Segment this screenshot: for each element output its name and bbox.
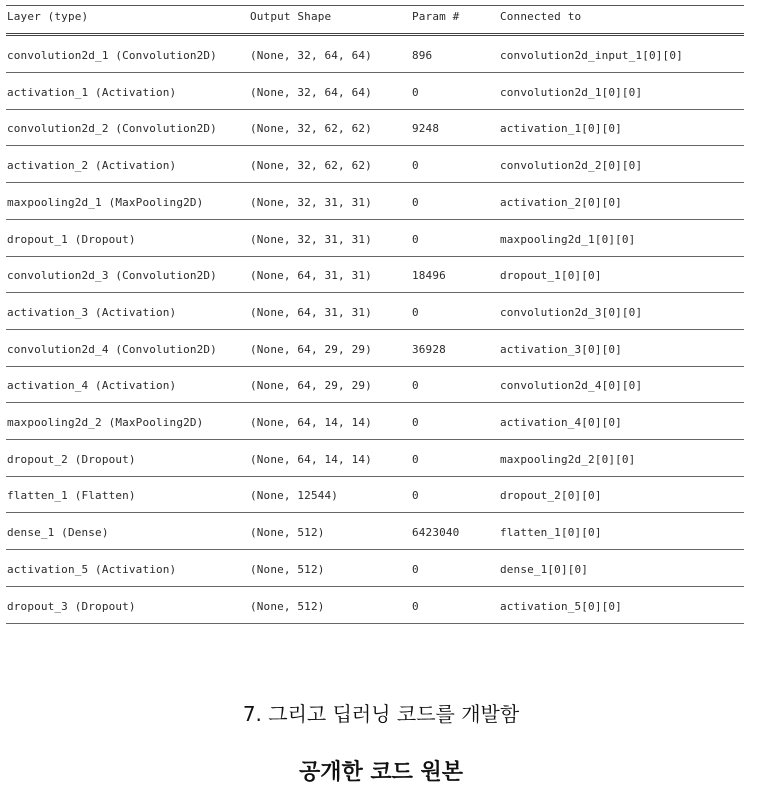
param-count-cell: 0 xyxy=(412,305,419,319)
header-layer-type: Layer (type) xyxy=(7,10,89,23)
output-shape-cell: (None, 12544) xyxy=(250,489,339,503)
layer-type-cell: maxpooling2d_1 (MaxPooling2D) xyxy=(7,195,204,209)
table-row xyxy=(6,331,744,367)
layer-type-cell: convolution2d_2 (Convolution2D) xyxy=(7,122,217,136)
output-shape-cell: (None, 32, 31, 31) xyxy=(250,232,372,246)
param-count-cell: 0 xyxy=(412,379,419,393)
param-count-cell: 0 xyxy=(412,232,419,246)
connected-to-cell: activation_4[0][0] xyxy=(500,416,622,429)
output-shape-cell: (None, 512) xyxy=(250,562,325,576)
output-shape-cell: (None, 64, 31, 31) xyxy=(250,305,372,319)
connected-to-cell: activation_2[0][0] xyxy=(500,195,622,209)
table-row xyxy=(6,147,744,183)
param-count-cell: 0 xyxy=(412,452,419,466)
connected-to-cell: maxpooling2d_1[0][0] xyxy=(500,232,636,246)
table-header xyxy=(6,10,744,28)
output-shape-cell: (None, 64, 14, 14) xyxy=(250,452,372,466)
layer-type-cell: activation_5 (Activation) xyxy=(7,562,177,576)
connected-to-cell: activation_3[0][0] xyxy=(500,342,622,356)
table-row xyxy=(6,441,744,477)
param-count-cell: 18496 xyxy=(412,269,446,283)
layer-type-cell: dense_1 (Dense) xyxy=(7,526,109,540)
layer-type-cell: convolution2d_4 (Convolution2D) xyxy=(7,342,217,356)
layer-type-cell: activation_1 (Activation) xyxy=(7,85,177,99)
connected-to-cell: maxpooling2d_2[0][0] xyxy=(500,452,636,466)
param-count-cell: 0 xyxy=(412,489,419,503)
connected-to-cell: convolution2d_3[0][0] xyxy=(500,305,643,319)
param-count-cell: 36928 xyxy=(412,342,446,356)
connected-to-cell: dense_1[0][0] xyxy=(500,562,589,576)
output-shape-cell: (None, 64, 31, 31) xyxy=(250,269,372,283)
connected-to-cell: convolution2d_1[0][0] xyxy=(500,85,643,99)
connected-to-cell: activation_5[0][0] xyxy=(500,599,622,613)
table-row xyxy=(6,588,744,624)
header-double-rule xyxy=(6,33,744,36)
layer-type-cell: maxpooling2d_2 (MaxPooling2D) xyxy=(7,416,204,429)
table-row xyxy=(6,74,744,110)
output-shape-cell: (None, 32, 31, 31) xyxy=(250,195,372,209)
layer-type-cell: activation_2 (Activation) xyxy=(7,159,177,173)
output-shape-cell: (None, 512) xyxy=(250,526,325,540)
param-count-cell: 0 xyxy=(412,599,419,613)
connected-to-cell: activation_1[0][0] xyxy=(500,122,622,136)
param-count-cell: 0 xyxy=(412,562,419,576)
layer-type-cell: dropout_1 (Dropout) xyxy=(7,232,136,246)
header-connected-to: Connected to xyxy=(500,10,582,23)
param-count-cell: 0 xyxy=(412,416,419,429)
table-row xyxy=(6,551,744,587)
table-row xyxy=(6,184,744,220)
table-row xyxy=(6,221,744,257)
connected-to-cell: convolution2d_input_1[0][0] xyxy=(500,49,683,62)
output-shape-cell: (None, 32, 62, 62) xyxy=(250,122,372,136)
layer-type-cell: convolution2d_1 (Convolution2D) xyxy=(7,49,217,62)
connected-to-cell: convolution2d_4[0][0] xyxy=(500,379,643,393)
table-row xyxy=(6,367,744,403)
header-output-shape: Output Shape xyxy=(250,10,332,23)
layer-type-cell: dropout_3 (Dropout) xyxy=(7,599,136,613)
layer-type-cell: flatten_1 (Flatten) xyxy=(7,489,136,503)
output-shape-cell: (None, 32, 64, 64) xyxy=(250,85,372,99)
table-row xyxy=(6,110,744,146)
table-row xyxy=(6,404,744,440)
table-row xyxy=(6,514,744,550)
output-shape-cell: (None, 64, 29, 29) xyxy=(250,342,372,356)
table-row xyxy=(6,257,744,293)
table-row xyxy=(6,37,744,73)
connected-to-cell: flatten_1[0][0] xyxy=(500,526,602,540)
layer-type-cell: activation_3 (Activation) xyxy=(7,305,177,319)
table-row xyxy=(6,477,744,513)
param-count-cell: 9248 xyxy=(412,122,440,136)
top-rule xyxy=(6,5,744,6)
param-count-cell: 0 xyxy=(412,159,419,173)
param-count-cell: 896 xyxy=(412,49,433,62)
output-shape-cell: (None, 512) xyxy=(250,599,325,613)
connected-to-cell: dropout_1[0][0] xyxy=(500,269,602,283)
output-shape-cell: (None, 64, 29, 29) xyxy=(250,379,372,393)
layer-type-cell: dropout_2 (Dropout) xyxy=(7,452,136,466)
row-divider xyxy=(6,623,744,624)
layer-type-cell: activation_4 (Activation) xyxy=(7,379,177,393)
output-shape-cell: (None, 32, 62, 62) xyxy=(250,159,372,173)
table-row xyxy=(6,294,744,330)
param-count-cell: 6423040 xyxy=(412,526,460,540)
caption-original-code: 공개한 코드 원본 xyxy=(298,760,464,785)
output-shape-cell: (None, 32, 64, 64) xyxy=(250,49,372,62)
param-count-cell: 0 xyxy=(412,85,419,99)
header-param-count: Param # xyxy=(412,10,460,23)
connected-to-cell: dropout_2[0][0] xyxy=(500,489,602,503)
caption-develop-code: 7. 그리고 딥러닝 코드를 개발함 xyxy=(242,702,520,726)
param-count-cell: 0 xyxy=(412,195,419,209)
layer-type-cell: convolution2d_3 (Convolution2D) xyxy=(7,269,217,283)
output-shape-cell: (None, 64, 14, 14) xyxy=(250,416,372,429)
connected-to-cell: convolution2d_2[0][0] xyxy=(500,159,643,173)
